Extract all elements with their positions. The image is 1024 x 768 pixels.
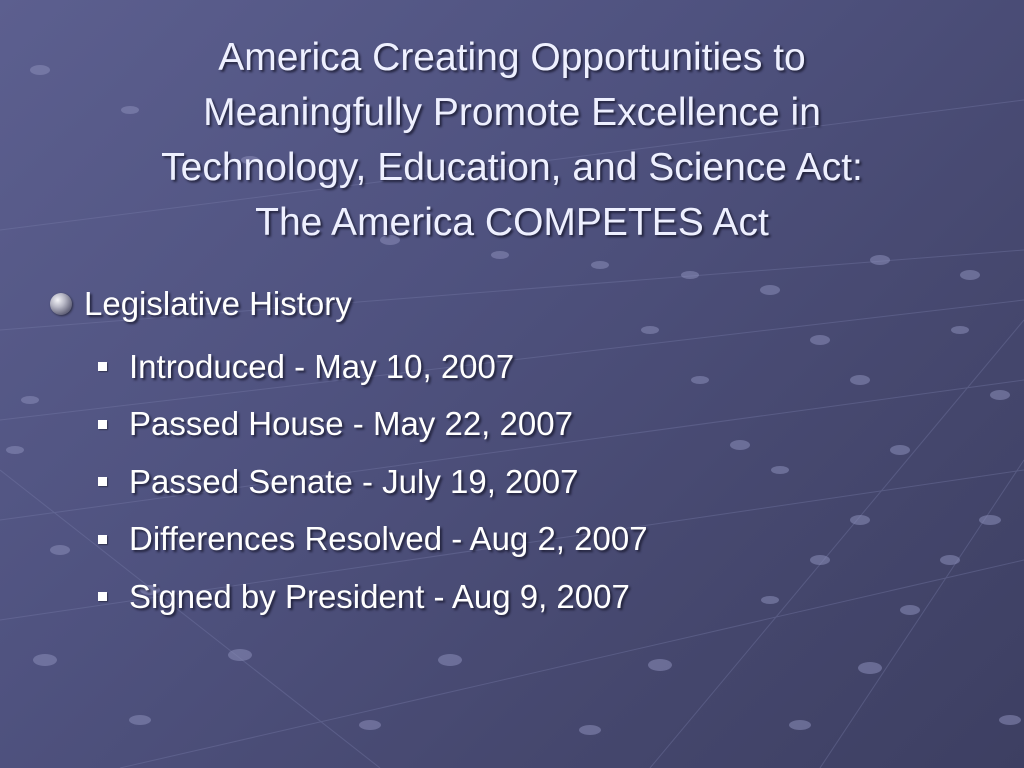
square-bullet-icon (98, 535, 107, 544)
bullet-legislative-history (50, 280, 990, 328)
list-item-text: Passed House - May 22, 2007 (129, 405, 573, 443)
square-bullet-icon (98, 420, 107, 429)
square-bullet-icon (98, 592, 107, 601)
slide-body (50, 280, 990, 626)
list-item (98, 396, 990, 454)
list-item-text: Introduced - May 10, 2007 (129, 347, 515, 385)
square-bullet-icon (98, 477, 107, 486)
slide-title (40, 30, 984, 250)
sub-bullet-list (50, 338, 990, 626)
list-item (98, 453, 990, 511)
bullet-label: Legislative History (84, 285, 352, 322)
list-item-text: Differences Resolved - Aug 2, 2007 (129, 520, 648, 558)
square-bullet-icon (98, 362, 107, 371)
list-item-text: Signed by President - Aug 9, 2007 (129, 577, 630, 615)
list-item (98, 338, 990, 396)
title-line-2: Meaningfully Promote Excellence in (203, 91, 821, 134)
title-line-3: Technology, Education, and Science Act: (161, 146, 863, 189)
title-line-1: America Creating Opportunities to (218, 36, 806, 79)
list-item-text: Passed Senate - July 19, 2007 (129, 462, 579, 500)
title-line-4: The America COMPETES Act (255, 201, 769, 244)
sphere-bullet-icon (50, 293, 72, 315)
list-item (98, 511, 990, 569)
list-item (98, 568, 990, 626)
